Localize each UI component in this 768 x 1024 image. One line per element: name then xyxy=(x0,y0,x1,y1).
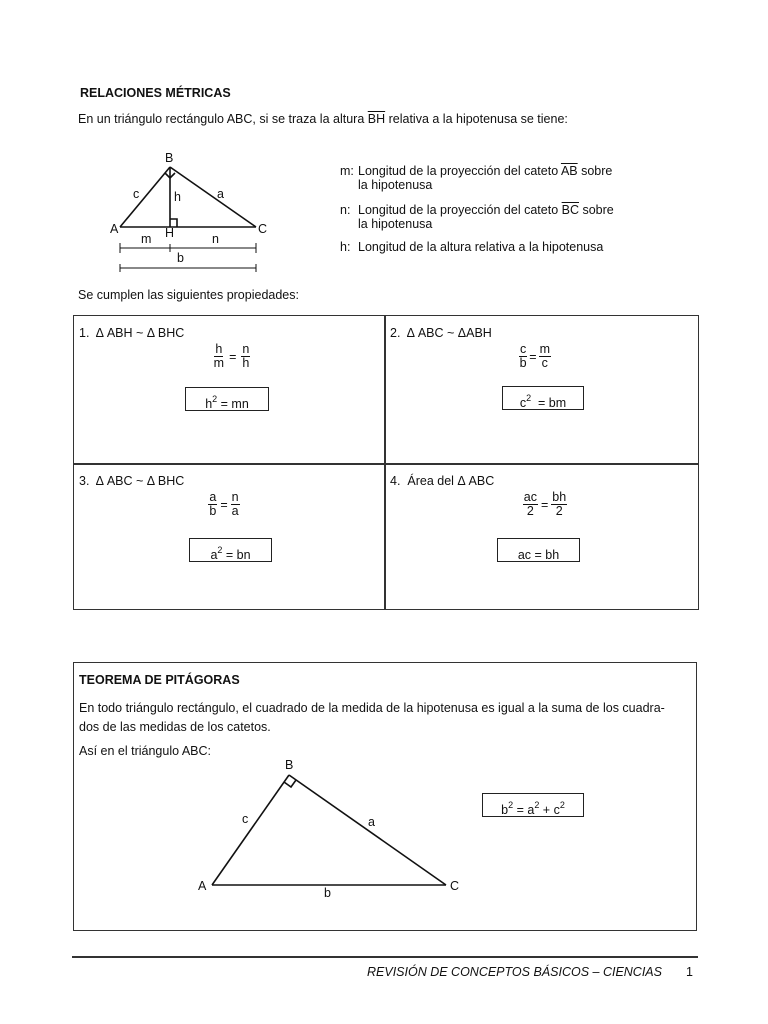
equals-sign: = xyxy=(529,349,537,364)
vertex-b-label: B xyxy=(165,151,174,165)
definition-text-end: sobre xyxy=(577,164,613,178)
definitions-list xyxy=(340,164,614,254)
altitude-h-label: h xyxy=(174,190,181,204)
segment-bc: $\overline{BC}$ xyxy=(561,203,579,217)
formula-exp: 2 xyxy=(559,800,565,810)
side-c-label: c xyxy=(133,187,140,201)
definition-h xyxy=(340,240,614,254)
ratio-lhs-num: ac xyxy=(523,490,537,504)
result-base: a xyxy=(210,548,218,562)
pitagoras-box xyxy=(73,662,697,931)
formula-exp: 2 xyxy=(508,800,514,810)
footer-title: REVISIÓN DE CONCEPTOS BÁSICOS – CIENCIAS xyxy=(367,965,662,979)
ratio-rhs-num: bh xyxy=(552,490,567,504)
definition-line2: la hipotenusa xyxy=(358,178,433,192)
properties-intro: Se cumplen las siguientes propiedades: xyxy=(78,288,299,302)
ratio-lhs-num: a xyxy=(209,490,217,504)
vertex-a-label: A xyxy=(198,879,207,893)
statement-line-2: dos de las medidas de los catetos. xyxy=(79,720,271,734)
property-heading: 1. Δ ABH ~ Δ BHC xyxy=(79,326,185,340)
property-heading: 4. Área del Δ ABC xyxy=(390,474,495,488)
property-heading: 3. Δ ABC ~ Δ BHC xyxy=(79,474,185,488)
result-rest: = bn xyxy=(222,548,251,562)
equals-sign: = xyxy=(540,497,549,512)
definition-m xyxy=(340,164,614,192)
result-rest: = bm xyxy=(531,396,567,410)
statement-line-1: En todo triángulo rectángulo, el cuadrado de la medida de la hipotenusa es igual a la suma de los cuadra- xyxy=(79,701,665,715)
result-base: ac = bh xyxy=(517,548,560,562)
footer-rule xyxy=(72,956,698,958)
segment-ab: $\overline{AB}$ xyxy=(560,164,578,178)
formula-c: + c xyxy=(539,803,560,817)
ratio-rhs-den: h xyxy=(242,356,250,370)
result-exponent: 2 xyxy=(217,545,223,555)
definition-text-end: sobre xyxy=(579,203,614,217)
property-ratio xyxy=(199,491,249,518)
intro-text-end: relativa a la hipotenusa se tiene: xyxy=(385,112,568,126)
result-base: c xyxy=(519,396,527,410)
pythagoras-formula-box xyxy=(482,793,584,817)
section-title-relaciones: RELACIONES MÉTRICAS xyxy=(80,86,231,100)
vertex-c-label: C xyxy=(450,879,460,893)
pitagoras-statement xyxy=(79,699,665,737)
page-number: 1 xyxy=(686,965,693,979)
definition-n xyxy=(340,203,614,231)
ratio-rhs-num: m xyxy=(539,342,550,356)
properties-grid xyxy=(73,315,699,610)
segment-n-label: n xyxy=(212,232,219,246)
right-triangle-figure xyxy=(191,758,491,898)
side-b-label: b xyxy=(324,886,331,900)
property-ratio xyxy=(515,491,575,518)
property-result-box xyxy=(185,387,269,411)
definition-key: m: xyxy=(340,164,354,178)
result-base: h xyxy=(205,397,213,411)
intro-text xyxy=(78,112,568,126)
vertex-b-label: B xyxy=(285,758,294,772)
ratio-lhs-den: b xyxy=(209,504,217,518)
equals-sign: = xyxy=(229,349,237,364)
definition-key: n: xyxy=(340,203,351,217)
ratio-rhs-den: a xyxy=(231,504,239,518)
property-cell-4 xyxy=(385,464,698,609)
segment-b-label: b xyxy=(177,251,184,265)
property-ratio xyxy=(192,343,272,370)
result-exponent: 2 xyxy=(526,393,532,403)
result-rest: = mn xyxy=(217,397,249,411)
ratio-rhs-den: c xyxy=(541,356,548,370)
side-a-label: a xyxy=(217,187,224,201)
formula-exp: 2 xyxy=(534,800,540,810)
ratio-lhs-num: h xyxy=(215,342,223,356)
side-c-label: c xyxy=(242,812,249,826)
ratio-lhs-den: b xyxy=(519,356,527,370)
equals-sign: = xyxy=(220,497,228,512)
side-a-label: a xyxy=(368,815,375,829)
property-heading: 2. Δ ABC ~ ΔABH xyxy=(390,326,492,340)
ratio-rhs-den: 2 xyxy=(555,504,563,518)
property-cell-2 xyxy=(385,316,698,463)
formula-a: = a xyxy=(513,803,535,817)
triangle-altitude-figure xyxy=(100,145,280,275)
property-result-box xyxy=(497,538,580,562)
ratio-lhs-den: m xyxy=(213,356,225,370)
result-exponent: 2 xyxy=(212,394,218,404)
ratio-lhs-num: c xyxy=(520,342,527,356)
property-ratio xyxy=(505,343,565,370)
section-title-pitagoras: TEOREMA DE PITÁGORAS xyxy=(79,673,240,687)
intro-text-start: En un triángulo rectángulo ABC, si se traza la altura xyxy=(78,112,368,126)
definition-text: Longitud de la proyección del cateto xyxy=(358,164,561,178)
pitagoras-example-intro: Así en el triángulo ABC: xyxy=(79,744,212,758)
vertex-c-label: C xyxy=(258,222,268,236)
ratio-lhs-den: 2 xyxy=(526,504,534,518)
segment-bh: $\overline{BH}$ xyxy=(367,112,386,126)
segment-m-label: m xyxy=(141,232,152,246)
definition-key: h: xyxy=(340,240,351,254)
ratio-rhs-num: n xyxy=(242,342,250,356)
definition-text: Longitud de la altura relativa a la hipotenusa xyxy=(358,240,604,254)
vertex-a-label: A xyxy=(110,222,119,236)
vertex-h-label: H xyxy=(165,226,175,240)
ratio-rhs-num: n xyxy=(231,490,239,504)
property-result-box xyxy=(502,386,584,410)
definition-text: Longitud de la proyección del cateto xyxy=(358,203,562,217)
property-cell-3 xyxy=(74,464,384,609)
formula-b: b xyxy=(501,803,509,817)
property-result-box xyxy=(189,538,272,562)
property-cell-1 xyxy=(74,316,384,463)
definition-line2: la hipotenusa xyxy=(358,217,433,231)
